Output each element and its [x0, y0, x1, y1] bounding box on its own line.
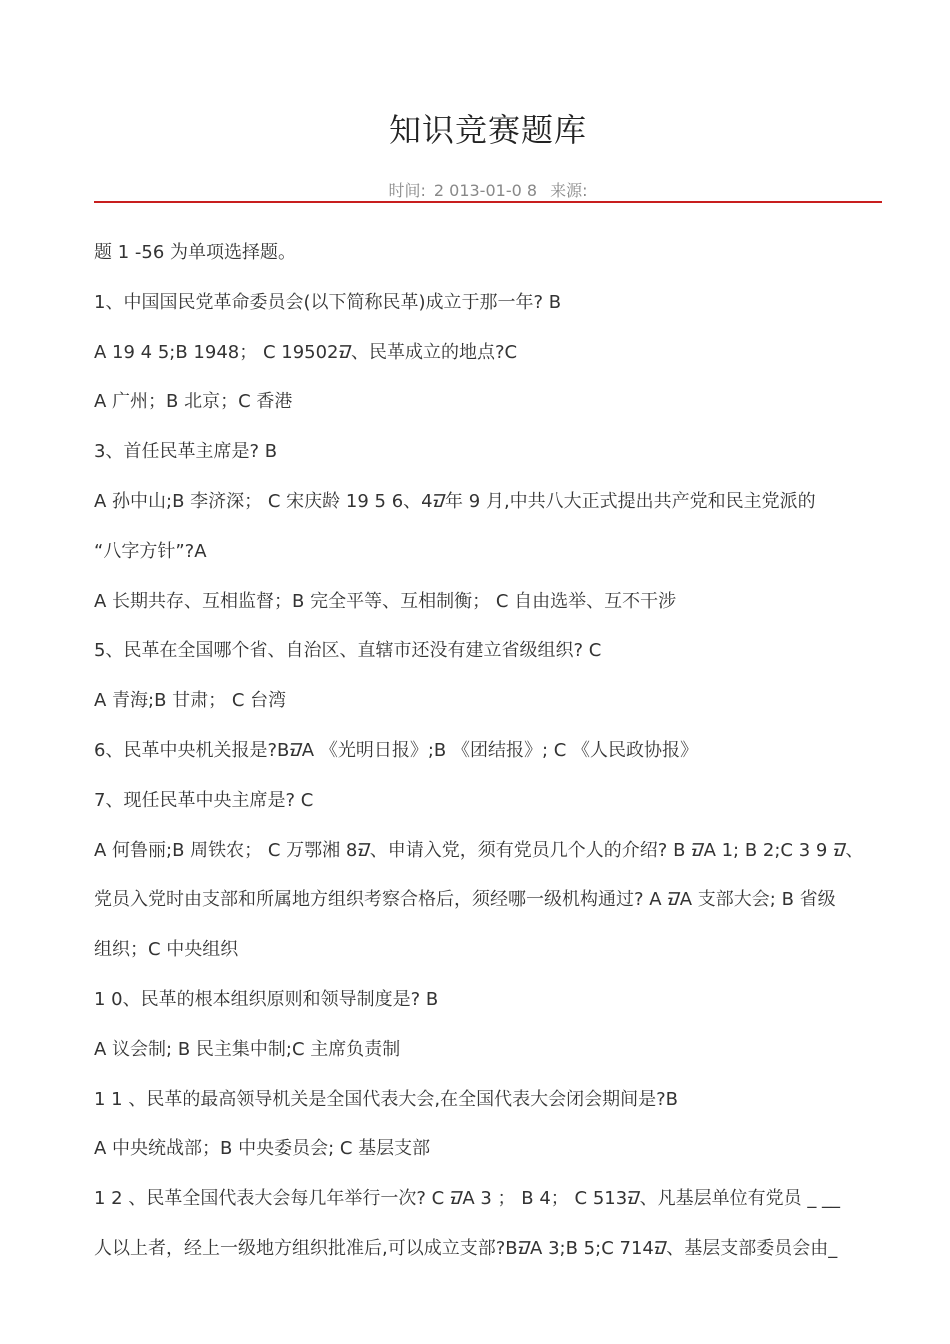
text-line: 1 2 、民革全国代表大会每几年举行一次? C ᮙA 3 ； B 4； C 513ᮙ、凡基层单位有党员 _ __: [94, 1188, 841, 1210]
text-line: 题 1 -56 为单项选择题。: [94, 242, 297, 263]
time-label: 时间:: [388, 181, 426, 200]
text-line: 1 1 、民革的最高领导机关是全国代表大会,在全国代表大会闭会期间是?B: [94, 1088, 678, 1110]
text-line: “八字方针”?A: [94, 540, 207, 562]
text-line: 组织；C 中央组织: [94, 939, 239, 961]
text-line: A 孙中山;B 李济深； C 宋庆龄 19 5 6、4ᮙ年 9 月,中共八大正式提出共产党和民主党派的: [94, 490, 816, 512]
text-line: 1、中国国民党革命委员会(以下简称民革)成立于那一年? B: [94, 291, 562, 313]
text-line: A 议会制; B 民主集中制;C 主席负责制: [94, 1038, 401, 1060]
text-line: 3、首任民革主席是? B: [94, 441, 278, 463]
page-title: 知识竞赛题库: [388, 111, 587, 149]
text-line: 人以上者，经上一级地方组织批准后,可以成立支部?BᮙA 3;B 5;C 714ᮙ、基层支部委员会由_: [94, 1237, 838, 1259]
article-body: [94, 228, 884, 1274]
text-line: 5、民革在全国哪个省、自治区、直辖市还没有建立省级组织? C: [94, 640, 602, 662]
text-line: 6、民革中央机关报是?BᮙA 《光明日报》;B 《团结报》; C 《人民政协报》: [94, 739, 699, 761]
text-line: 党员入党时由支部和所属地方组织考察合格后，须经哪一级机构通过? A ᮙA 支部大会; B 省级: [94, 889, 836, 911]
text-line: A 广州；B 北京；C 香港: [94, 391, 293, 413]
text-line: A 19 4 5;B 1948； C 19502ᮙ、民革成立的地点?C: [94, 341, 518, 363]
source-label: 来源:: [550, 181, 588, 200]
text-line: 1 0、民革的根本组织原则和领导制度是? B: [94, 988, 439, 1010]
title-divider: [94, 201, 882, 203]
time-value: 2 013-01-0 8: [433, 181, 538, 200]
text-line: 7、现任民革中央主席是? C: [94, 789, 314, 811]
text-line: A 青海;B 甘肃； C 台湾: [94, 690, 287, 712]
article-meta: [0, 180, 950, 202]
text-line: A 中央统战部；B 中央委员会; C 基层支部: [94, 1138, 431, 1160]
text-line: A 长期共存、互相监督；B 完全平等、互相制衡； C 自由选举、互不干涉: [94, 590, 677, 612]
text-line: A 何鲁丽;B 周铁农； C 万鄂湘 8ᮙ、申请入党，须有党员几个人的介绍? B ᮙA 1; B 2;C 3 9 ᮙ、: [94, 839, 864, 861]
